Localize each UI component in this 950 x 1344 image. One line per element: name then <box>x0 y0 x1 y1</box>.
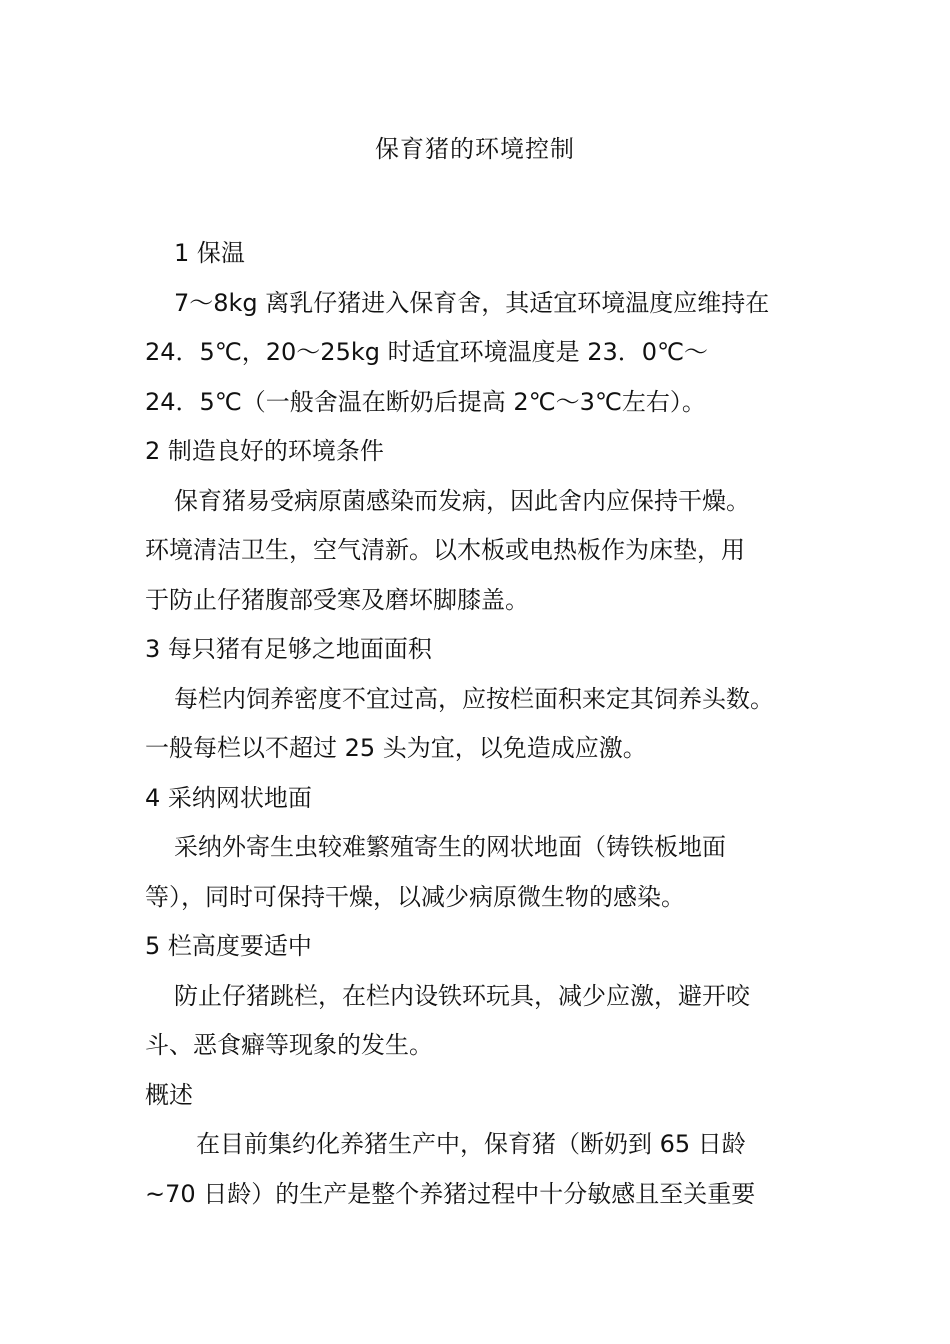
document-title: 保育猪的环境控制 <box>375 135 575 163</box>
section-heading-1: 1 保温 <box>174 239 245 267</box>
paragraph-line: 保育猪易受病原菌感染而发病，因此舍内应保持干燥。 <box>174 486 750 515</box>
paragraph-line: 防止仔猪跳栏，在栏内设铁环玩具，减少应激，避开咬 <box>174 981 750 1010</box>
paragraph-line: ~70 日龄）的生产是整个养猪过程中十分敏感且至关重要 <box>145 1179 756 1208</box>
section-heading-4: 4 采纳网状地面 <box>145 783 312 812</box>
paragraph-line: 每栏内饲养密度不宜过高，应按栏面积来定其饲养头数。 <box>174 684 774 713</box>
section-heading-2: 2 制造良好的环境条件 <box>145 437 384 465</box>
paragraph-line: 采纳外寄生虫较难繁殖寄生的网状地面（铸铁板地面 <box>174 833 726 861</box>
paragraph-line: 24．5℃，20～25kg 时适宜环境温度是 23．0℃～ <box>145 338 708 366</box>
paragraph-line: 在目前集约化养猪生产中，保育猪（断奶到 65 日龄 <box>196 1130 746 1158</box>
paragraph-line: 24．5℃（一般舍温在断奶后提高 2℃～3℃左右）。 <box>145 387 706 416</box>
paragraph-line: 斗、恶食癖等现象的发生。 <box>145 1031 433 1059</box>
section-heading-3: 3 每只猪有足够之地面面积 <box>145 635 432 663</box>
paragraph-line: 等），同时可保持干燥，以减少病原微生物的感染。 <box>145 882 685 911</box>
paragraph-line: 环境清洁卫生，空气清新。以木板或电热板作为床垫，用 <box>145 536 745 564</box>
section-heading-overview: 概述 <box>145 1080 193 1109</box>
section-heading-5: 5 栏高度要适中 <box>145 932 312 960</box>
paragraph-line: 7～8kg 离乳仔猪进入保育舍，其适宜环境温度应维持在 <box>174 288 770 317</box>
paragraph-line: 于防止仔猪腹部受寒及磨坏脚膝盖。 <box>145 585 529 614</box>
paragraph-line: 一般每栏以不超过 25 头为宜，以免造成应激。 <box>145 734 647 762</box>
document-body <box>145 229 810 1219</box>
